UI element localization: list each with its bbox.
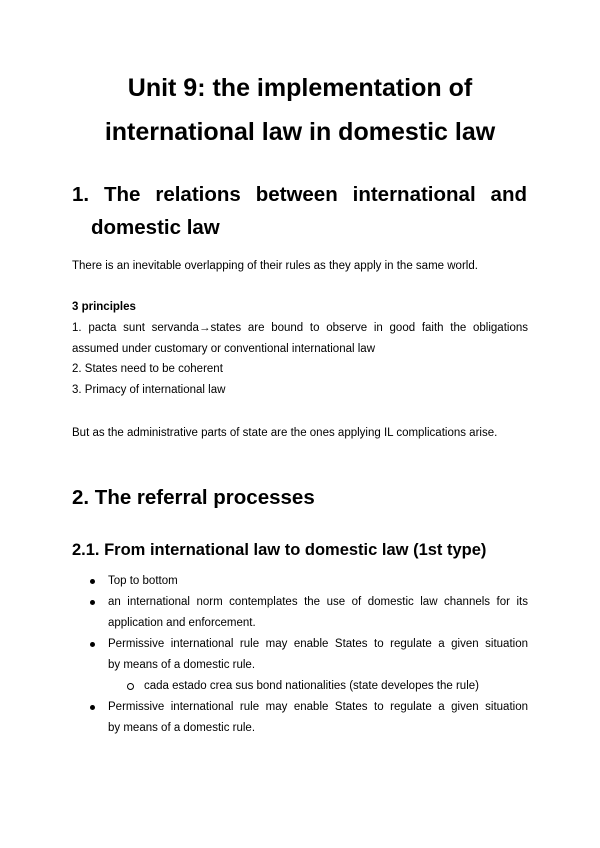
- bullet-icon: [90, 642, 95, 647]
- list-item-text-line-2: application and enforcement.: [108, 617, 256, 629]
- bullet-list: [72, 571, 528, 739]
- section-1-intro: There is an inevitable overlapping of their rules as they apply in the same world.: [72, 260, 478, 272]
- hollow-bullet-icon: [127, 683, 134, 690]
- section-1-number: 1.: [72, 183, 90, 206]
- list-item: [72, 592, 528, 634]
- sub-list-item: [72, 676, 528, 697]
- list-item-text-line-2: by means of a domestic rule.: [108, 659, 256, 671]
- principles-label: 3 principles: [72, 301, 136, 313]
- list-item-text: Top to bottom: [108, 575, 178, 587]
- list-item-text-line-1: Permissive international rule may enable States to regulate a given situation: [108, 701, 528, 713]
- list-item: [72, 571, 528, 592]
- principle-1-line-2: assumed under customary or conventional international law: [72, 343, 375, 355]
- section-1-heading: [72, 178, 527, 244]
- sub-list-item-text: cada estado crea sus bond nationalities (state developes the rule): [144, 680, 479, 692]
- bullet-icon: [90, 705, 95, 710]
- title-line-2: international law in domestic law: [104, 118, 496, 146]
- list-item-text-line-2: by means of a domestic rule.: [108, 722, 256, 734]
- list-item-text-line-1: an international norm contemplates the use of domestic law channels for its: [108, 596, 528, 608]
- section-1-conclusion: But as the administrative parts of state are the ones applying IL complications arise.: [72, 427, 498, 439]
- document-title: [72, 66, 528, 154]
- section-1-heading-text: The relations between international and: [104, 183, 527, 206]
- section-1-heading-line-2: domestic law: [91, 216, 220, 239]
- subsection-2-1-heading: 2.1. From international law to domestic law (1st type): [72, 541, 487, 559]
- section-1-heading-line-1: [72, 178, 527, 211]
- principle-3: 3. Primacy of international law: [72, 384, 226, 396]
- bullet-icon: [90, 600, 95, 605]
- principle-2: 2. States need to be coherent: [72, 363, 223, 375]
- principle-1-line-1: 1. pacta sunt servanda→states are bound to observe in good faith the obligations: [72, 322, 528, 334]
- list-item: [72, 634, 528, 676]
- list-item: [72, 697, 528, 739]
- bullet-icon: [90, 579, 95, 584]
- title-line-1: Unit 9: the implementation of: [127, 74, 473, 102]
- list-item-text-line-1: Permissive international rule may enable States to regulate a given situation: [108, 638, 528, 650]
- section-2-heading: 2. The referral processes: [72, 486, 315, 509]
